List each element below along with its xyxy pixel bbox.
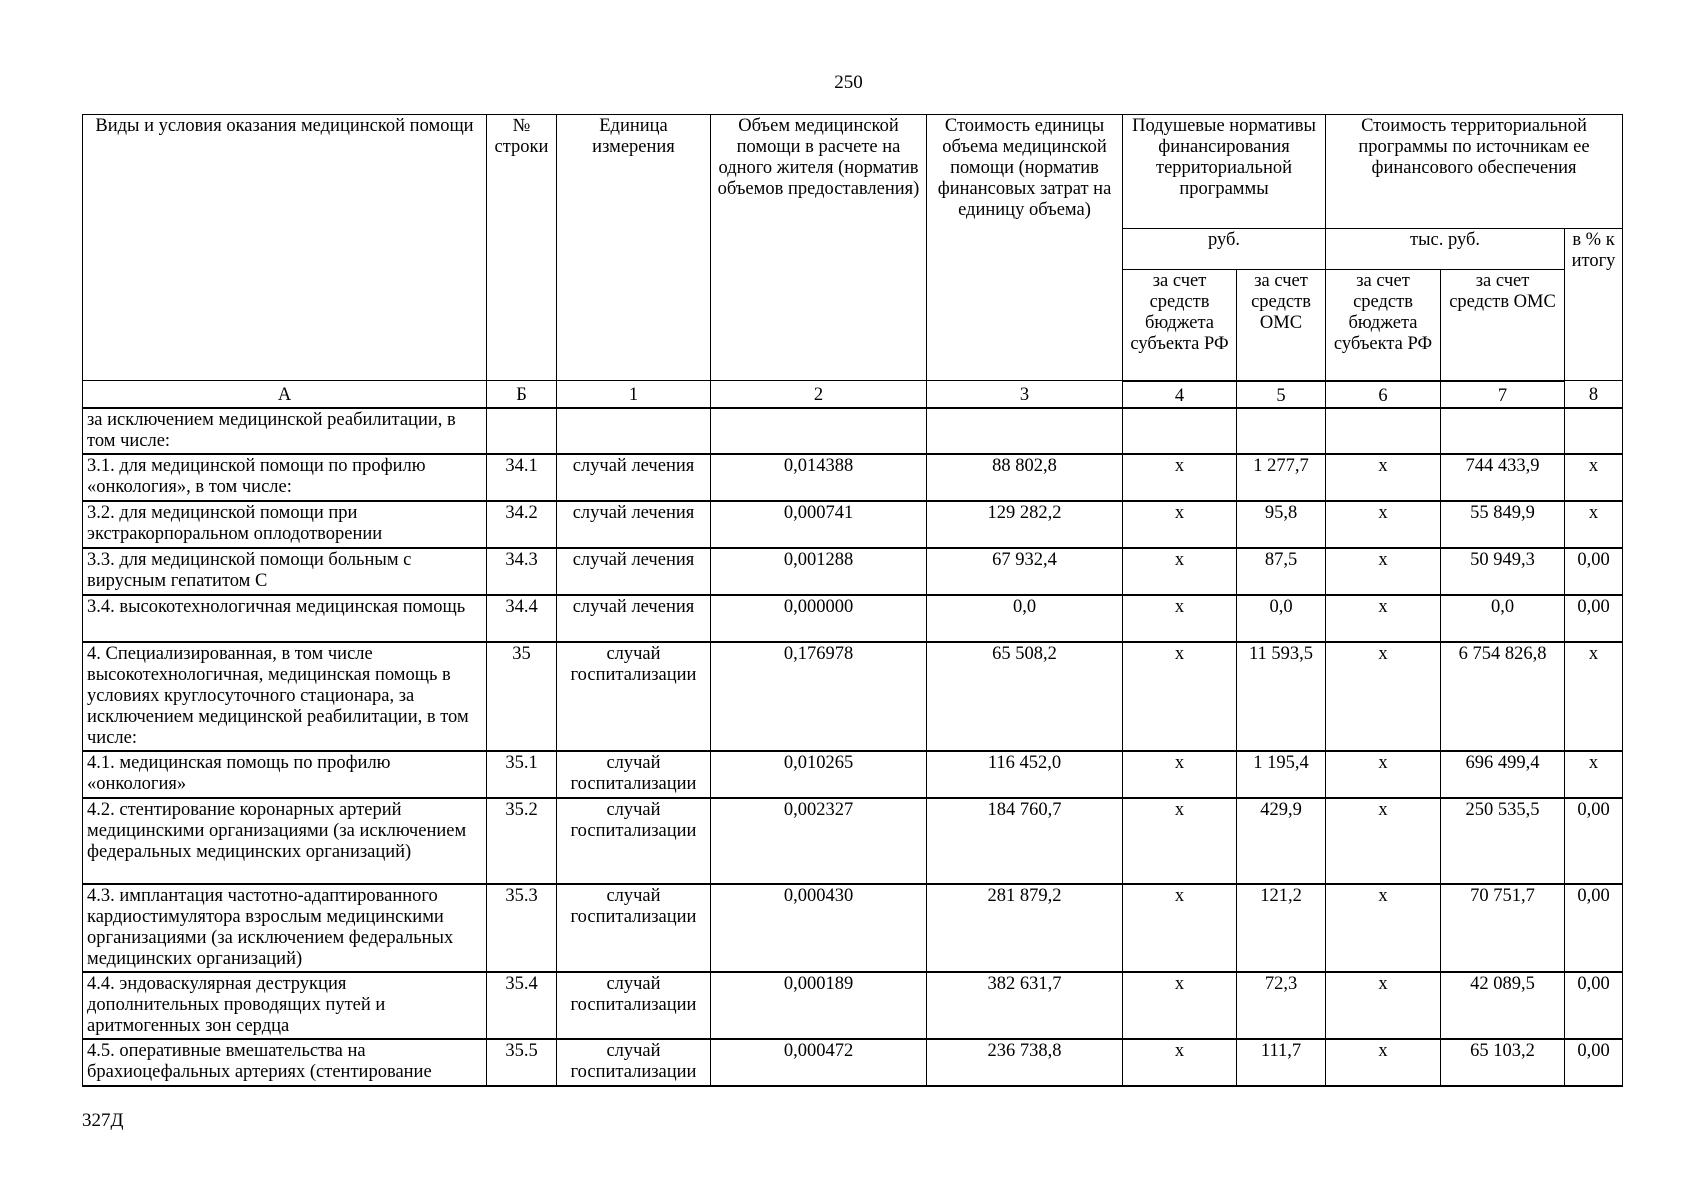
row-number-cell: 34.2 <box>487 501 557 548</box>
row-number-cell: 34.3 <box>487 548 557 595</box>
row-number-cell: 35 <box>487 642 557 751</box>
total-budget-cell: х <box>1326 884 1441 972</box>
document-code: 327Д <box>82 1110 124 1131</box>
row-number-cell: 35.2 <box>487 798 557 884</box>
volume-cell: 0,000430 <box>711 884 927 972</box>
total-oms-cell: 50 949,3 <box>1441 548 1565 595</box>
per-capita-budget-cell: х <box>1123 751 1237 798</box>
column-number: Б <box>487 381 557 408</box>
total-budget-cell: х <box>1326 595 1441 642</box>
column-number: А <box>83 381 487 408</box>
volume-cell: 0,002327 <box>711 798 927 884</box>
percent-cell: 0,00 <box>1565 972 1623 1039</box>
table-row <box>83 501 1623 548</box>
per-capita-budget-cell: х <box>1123 798 1237 884</box>
unit-cell: случай лечения <box>557 501 711 548</box>
percent-cell: 0,00 <box>1565 798 1623 884</box>
header-group-per-capita: Подушевые нормативы финансирования территориальной программы <box>1123 115 1326 229</box>
unit-cell <box>557 408 711 454</box>
table-row <box>83 798 1623 884</box>
unit-cell: случай лечения <box>557 548 711 595</box>
tariff-table <box>82 114 1623 1087</box>
row-name-cell: 4.3. имплантация частотно-адаптированного кардиостимулятора взрослым медицинскими организациями (за исключением федеральных медицинских организаций) <box>83 884 487 972</box>
row-name-cell: 4.1. медицинская помощь по профилю «онкология» <box>83 751 487 798</box>
total-budget-cell: х <box>1326 642 1441 751</box>
header-tc-budget: за счет средств бюджета субъекта РФ <box>1326 269 1441 381</box>
row-name-cell: 4. Специализированная, в том числе высокотехнологичная, медицинская помощь в условиях круглосуточного стационара, за исключением медицинской реабилитации, в том числе: <box>83 642 487 751</box>
header-pc-budget: за счет средств бюджета субъекта РФ <box>1123 269 1237 381</box>
row-number-cell: 35.4 <box>487 972 557 1039</box>
percent-cell: х <box>1565 642 1623 751</box>
header-col-2: Объем медицинской помощи в расчете на одного жителя (норматив объемов предоставления) <box>711 115 927 381</box>
column-number: 3 <box>927 381 1123 408</box>
table-row <box>83 642 1623 751</box>
percent-cell: х <box>1565 751 1623 798</box>
total-budget-cell: х <box>1326 751 1441 798</box>
total-budget-cell: х <box>1326 501 1441 548</box>
unit-cell: случай госпитализации <box>557 884 711 972</box>
total-oms-cell: 6 754 826,8 <box>1441 642 1565 751</box>
header-col-1: Единица измерения <box>557 115 711 381</box>
header-col-b: № строки <box>487 115 557 381</box>
per-capita-budget-cell: х <box>1123 884 1237 972</box>
table-row <box>83 884 1623 972</box>
row-name-cell: 4.4. эндоваскулярная деструкция дополнительных проводящих путей и аритмогенных зон сердца <box>83 972 487 1039</box>
row-name-cell: 4.2. стентирование коронарных артерий медицинскими организациями (за исключением федеральных медицинских организаций) <box>83 798 487 884</box>
header-unit-rub: руб. <box>1123 229 1326 270</box>
percent-cell: 0,00 <box>1565 595 1623 642</box>
header-pct-total: в % к итогу <box>1565 229 1623 381</box>
per-capita-budget-cell: х <box>1123 972 1237 1039</box>
unit-cell: случай госпитализации <box>557 798 711 884</box>
per-capita-oms-cell: 72,3 <box>1237 972 1326 1039</box>
unit-cost-cell: 65 508,2 <box>927 642 1123 751</box>
table-row <box>83 972 1623 1039</box>
page-number: 250 <box>834 72 863 93</box>
percent-cell <box>1565 408 1623 454</box>
per-capita-oms-cell: 429,9 <box>1237 798 1326 884</box>
per-capita-oms-cell: 1 277,7 <box>1237 454 1326 501</box>
unit-cell: случай госпитализации <box>557 1039 711 1086</box>
table-row <box>83 454 1623 501</box>
per-capita-budget-cell: х <box>1123 501 1237 548</box>
percent-cell: 0,00 <box>1565 548 1623 595</box>
row-number-cell: 35.5 <box>487 1039 557 1086</box>
column-number: 2 <box>711 381 927 408</box>
per-capita-budget-cell: х <box>1123 595 1237 642</box>
unit-cell: случай лечения <box>557 595 711 642</box>
unit-cost-cell: 67 932,4 <box>927 548 1123 595</box>
row-number-cell: 35.3 <box>487 884 557 972</box>
total-oms-cell: 55 849,9 <box>1441 501 1565 548</box>
total-oms-cell: 0,0 <box>1441 595 1565 642</box>
header-group-cost: Стоимость территориальной программы по источникам ее финансового обеспечения <box>1326 115 1623 229</box>
total-oms-cell: 42 089,5 <box>1441 972 1565 1039</box>
total-budget-cell: х <box>1326 548 1441 595</box>
column-number: 1 <box>557 381 711 408</box>
unit-cost-cell <box>927 408 1123 454</box>
volume-cell: 0,010265 <box>711 751 927 798</box>
total-budget-cell: х <box>1326 798 1441 884</box>
unit-cell: случай госпитализации <box>557 751 711 798</box>
total-budget-cell <box>1326 408 1441 454</box>
percent-cell: х <box>1565 454 1623 501</box>
header-col-a: Виды и условия оказания медицинской помощи <box>83 115 487 381</box>
total-budget-cell: х <box>1326 972 1441 1039</box>
per-capita-oms-cell: 0,0 <box>1237 595 1326 642</box>
percent-cell: х <box>1565 501 1623 548</box>
table-row <box>83 548 1623 595</box>
unit-cost-cell: 88 802,8 <box>927 454 1123 501</box>
column-number: 8 <box>1565 381 1623 408</box>
unit-cost-cell: 0,0 <box>927 595 1123 642</box>
per-capita-oms-cell: 121,2 <box>1237 884 1326 972</box>
per-capita-oms-cell: 1 195,4 <box>1237 751 1326 798</box>
per-capita-oms-cell: 95,8 <box>1237 501 1326 548</box>
column-number: 6 <box>1326 381 1441 408</box>
header-col-3: Стоимость единицы объема медицинской помощи (норматив финансовых затрат на единицу объема) <box>927 115 1123 381</box>
unit-cost-cell: 382 631,7 <box>927 972 1123 1039</box>
percent-cell: 0,00 <box>1565 884 1623 972</box>
total-budget-cell: х <box>1326 454 1441 501</box>
row-name-cell: 3.1. для медицинской помощи по профилю «онкология», в том числе: <box>83 454 487 501</box>
row-number-cell: 35.1 <box>487 751 557 798</box>
unit-cell: случай госпитализации <box>557 642 711 751</box>
unit-cost-cell: 129 282,2 <box>927 501 1123 548</box>
per-capita-oms-cell: 111,7 <box>1237 1039 1326 1086</box>
per-capita-oms-cell: 87,5 <box>1237 548 1326 595</box>
column-number: 4 <box>1123 381 1237 408</box>
column-number: 5 <box>1237 381 1326 408</box>
row-number-cell: 34.1 <box>487 454 557 501</box>
total-oms-cell: 70 751,7 <box>1441 884 1565 972</box>
volume-cell: 0,176978 <box>711 642 927 751</box>
volume-cell: 0,000472 <box>711 1039 927 1086</box>
table-row <box>83 1039 1623 1086</box>
total-oms-cell: 696 499,4 <box>1441 751 1565 798</box>
volume-cell <box>711 408 927 454</box>
percent-cell: 0,00 <box>1565 1039 1623 1086</box>
unit-cell: случай госпитализации <box>557 972 711 1039</box>
unit-cell: случай лечения <box>557 454 711 501</box>
total-oms-cell: 65 103,2 <box>1441 1039 1565 1086</box>
row-name-cell: 3.3. для медицинской помощи больным с вирусным гепатитом С <box>83 548 487 595</box>
per-capita-budget-cell: х <box>1123 1039 1237 1086</box>
row-name-cell: 4.5. оперативные вмешательства на брахиоцефальных артериях (стентирование <box>83 1039 487 1086</box>
volume-cell: 0,001288 <box>711 548 927 595</box>
volume-cell: 0,000000 <box>711 595 927 642</box>
unit-cost-cell: 236 738,8 <box>927 1039 1123 1086</box>
per-capita-budget-cell <box>1123 408 1237 454</box>
row-name-cell: за исключением медицинской реабилитации, в том числе: <box>83 408 487 454</box>
volume-cell: 0,000741 <box>711 501 927 548</box>
table-row <box>83 408 1623 454</box>
header-unit-thousand-rub: тыс. руб. <box>1326 229 1565 270</box>
row-name-cell: 3.4. высокотехнологичная медицинская помощь <box>83 595 487 642</box>
column-number-row <box>83 381 1623 408</box>
total-oms-cell <box>1441 408 1565 454</box>
volume-cell: 0,000189 <box>711 972 927 1039</box>
table-row <box>83 751 1623 798</box>
total-oms-cell: 744 433,9 <box>1441 454 1565 501</box>
per-capita-budget-cell: х <box>1123 454 1237 501</box>
per-capita-budget-cell: х <box>1123 548 1237 595</box>
header-tc-oms: за счет средств ОМС <box>1441 269 1565 381</box>
total-budget-cell: х <box>1326 1039 1441 1086</box>
column-number: 7 <box>1441 381 1565 408</box>
row-number-cell: 34.4 <box>487 595 557 642</box>
unit-cost-cell: 116 452,0 <box>927 751 1123 798</box>
row-name-cell: 3.2. для медицинской помощи при экстракорпоральном оплодотворении <box>83 501 487 548</box>
unit-cost-cell: 184 760,7 <box>927 798 1123 884</box>
table-row <box>83 595 1623 642</box>
total-oms-cell: 250 535,5 <box>1441 798 1565 884</box>
unit-cost-cell: 281 879,2 <box>927 884 1123 972</box>
row-number-cell <box>487 408 557 454</box>
per-capita-oms-cell <box>1237 408 1326 454</box>
per-capita-budget-cell: х <box>1123 642 1237 751</box>
header-pc-oms: за счет средств ОМС <box>1237 269 1326 381</box>
volume-cell: 0,014388 <box>711 454 927 501</box>
per-capita-oms-cell: 11 593,5 <box>1237 642 1326 751</box>
